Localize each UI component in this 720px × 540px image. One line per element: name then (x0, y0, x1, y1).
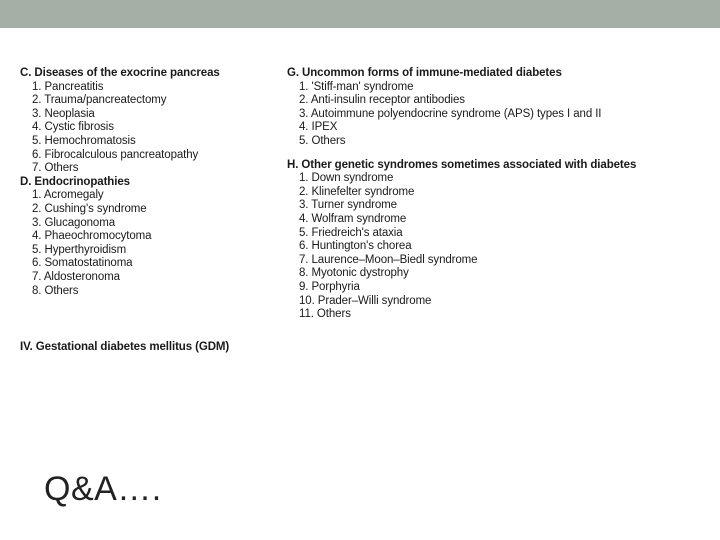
section-d-heading: D. Endocrinopathies (20, 175, 130, 188)
list-item: 2. Klinefelter syndrome (299, 185, 415, 198)
qa-title: Q&A…. (44, 470, 162, 508)
section-h-heading: H. Other genetic syndromes sometimes associated with diabetes (287, 158, 637, 171)
section-iv-heading: IV. Gestational diabetes mellitus (GDM) (20, 341, 230, 353)
section-c-heading: C. Diseases of the exocrine pancreas (20, 67, 220, 79)
section-g-list (287, 81, 707, 149)
list-item: 9. Porphyria (299, 280, 360, 293)
slide-top-bar (0, 0, 720, 28)
list-item: 1. Acromegaly (32, 189, 104, 202)
list-item: 1. 'Stiff-man' syndrome (299, 80, 414, 93)
list-item: 1. Pancreatitis (32, 80, 104, 93)
left-column (20, 67, 282, 298)
list-item: 2. Trauma/pancreatectomy (32, 94, 167, 107)
list-item: 4. Phaeochromocytoma (32, 230, 152, 243)
list-item: 11. Others (299, 308, 351, 321)
list-item: 8. Others (32, 284, 79, 297)
list-item: 3. Autoimmune polyendocrine syndrome (APS) types I and II (299, 107, 602, 120)
list-item: 6. Fibrocalculous pancreatopathy (32, 148, 199, 161)
list-item: 3. Neoplasia (32, 107, 95, 120)
right-column (287, 67, 707, 322)
list-item: 5. Hemochromatosis (32, 134, 136, 147)
list-item: 6. Huntington's chorea (299, 240, 412, 253)
list-item: 6. Somatostatinoma (32, 257, 133, 270)
list-item: 8. Myotonic dystrophy (299, 267, 409, 280)
list-item: 5. Friedreich's ataxia (299, 226, 403, 239)
list-item: 7. Aldosteronoma (32, 270, 120, 283)
list-item: 4. Cystic fibrosis (32, 121, 114, 134)
section-h-list (287, 172, 707, 322)
section-d-list (20, 189, 282, 298)
list-item: 4. Wolfram syndrome (299, 212, 407, 225)
list-item: 3. Turner syndrome (299, 199, 397, 212)
section-g-heading: G. Uncommon forms of immune-mediated diabetes (287, 67, 562, 79)
list-item: 3. Glucagonoma (32, 216, 115, 229)
list-item: 7. Laurence–Moon–Biedl syndrome (299, 253, 478, 266)
section-spacer (287, 149, 707, 159)
list-item: 1. Down syndrome (299, 172, 394, 185)
list-item: 2. Cushing's syndrome (32, 202, 147, 215)
list-item: 5. Hyperthyroidism (32, 243, 127, 256)
section-c-list (20, 81, 282, 176)
list-item: 4. IPEX (299, 121, 338, 134)
list-item: 7. Others (32, 162, 79, 175)
list-item: 2. Anti-insulin receptor antibodies (299, 94, 465, 107)
list-item: 10. Prader–Willi syndrome (299, 294, 432, 307)
list-item: 5. Others (299, 134, 346, 147)
